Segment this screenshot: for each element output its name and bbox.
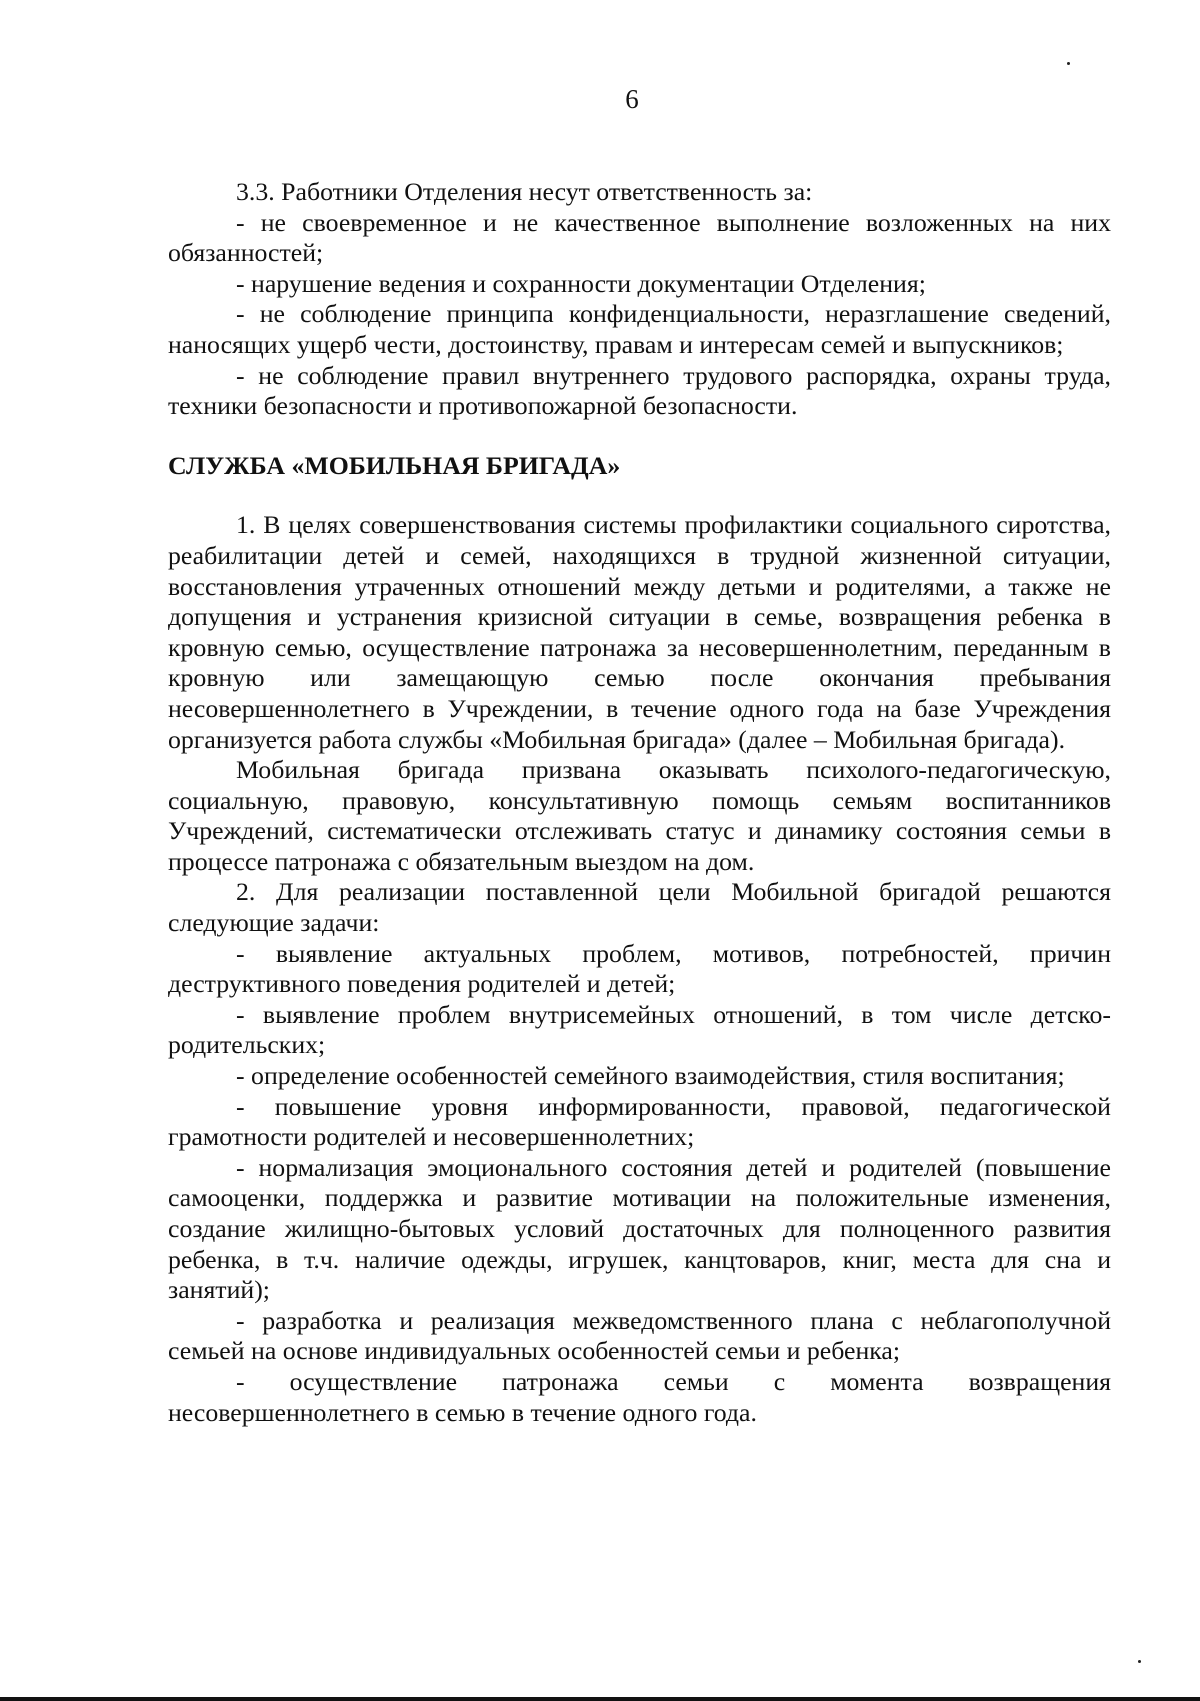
list-item: - не соблюдение принципа конфиденциальности, неразглашение сведений, наносящих ущерб чести, достоинству, правам и интересам семей и выпускников; — [168, 299, 1111, 359]
paragraph: 1. В целях совершенствования системы профилактики социального сиротства, реабилитации детей и семей, находящихся в трудной жизненной ситуации, восстановления утраченных отношений между детьми и родителями, а также не допущения и устранения кризисной ситуации в семье, возвращения ребенка в кровную семью, осуществление патронажа за несовершеннолетним, переданным в кровную или замещающую семью после окончания пребывания несовершеннолетнего в Учреждении, в течение одного года на базе Учреждения организуется работа службы «Мобильная бригада» (далее – Мобильная бригада). — [168, 510, 1111, 754]
paragraph: 2. Для реализации поставленной цели Мобильной бригадой решаются следующие задачи: — [168, 877, 1111, 938]
list-item: - не соблюдение правил внутреннего трудового распорядка, охраны труда, техники безопасности и противопожарной безопасности. — [168, 360, 1111, 421]
list-item: - повышение уровня информированности, правовой, педагогической грамотности родителей и несовершеннолетних; — [168, 1091, 1111, 1152]
section-3-3-intro: 3.3. Работники Отделения несут ответственность за: — [236, 177, 813, 206]
document-body — [168, 177, 1111, 1428]
scan-speck — [1138, 1660, 1141, 1663]
list-item: - разработка и реализация межведомственного плана с неблагополучной семьей на основе индивидуальных особенностей семьи и ребенка; — [168, 1305, 1111, 1366]
scan-edge — [0, 1697, 1200, 1701]
list-item: - выявление актуальных проблем, мотивов, потребностей, причин деструктивного поведения родителей и детей; — [168, 938, 1111, 999]
list-item: - нормализация эмоционального состояния детей и родителей (повышение самооценки, поддержка и развитие мотивации на положительные изменения, создание жилищно-бытовых условий достаточных для полноценного развития ребенка, в т.ч. наличие одежды, игрушек, канцтоваров, книг, места для сна и занятий); — [168, 1152, 1111, 1305]
list-item: - нарушение ведения и сохранности документации Отделения; — [236, 268, 926, 298]
section-heading: СЛУЖБА «МОБИЛЬНАЯ БРИГАДА» — [168, 450, 621, 480]
list-item: - не своевременное и не качественное выполнение возложенных на них обязанностей; — [168, 207, 1111, 268]
list-item: - выявление проблем внутрисемейных отношений, в том числе детско-родительских; — [168, 999, 1111, 1060]
page-number: 6 — [625, 84, 639, 114]
mobile-brigade-section — [168, 510, 1111, 1428]
paragraph: Мобильная бригада призвана оказывать психолого-педагогическую, социальную, правовую, консультативную помощь семьям воспитанников Учреждений, систематически отслеживать статус и динамику состояния семьи в процессе патронажа с обязательным выездом на дом. — [168, 755, 1111, 876]
list-item: - определение особенностей семейного взаимодействия, стиля воспитания; — [236, 1061, 1065, 1091]
list-item: - осуществление патронажа семьи с момента возвращения несовершеннолетнего в семью в течение одного года. — [168, 1366, 1111, 1427]
section-3-3 — [168, 177, 1111, 422]
scan-speck — [1067, 62, 1070, 65]
